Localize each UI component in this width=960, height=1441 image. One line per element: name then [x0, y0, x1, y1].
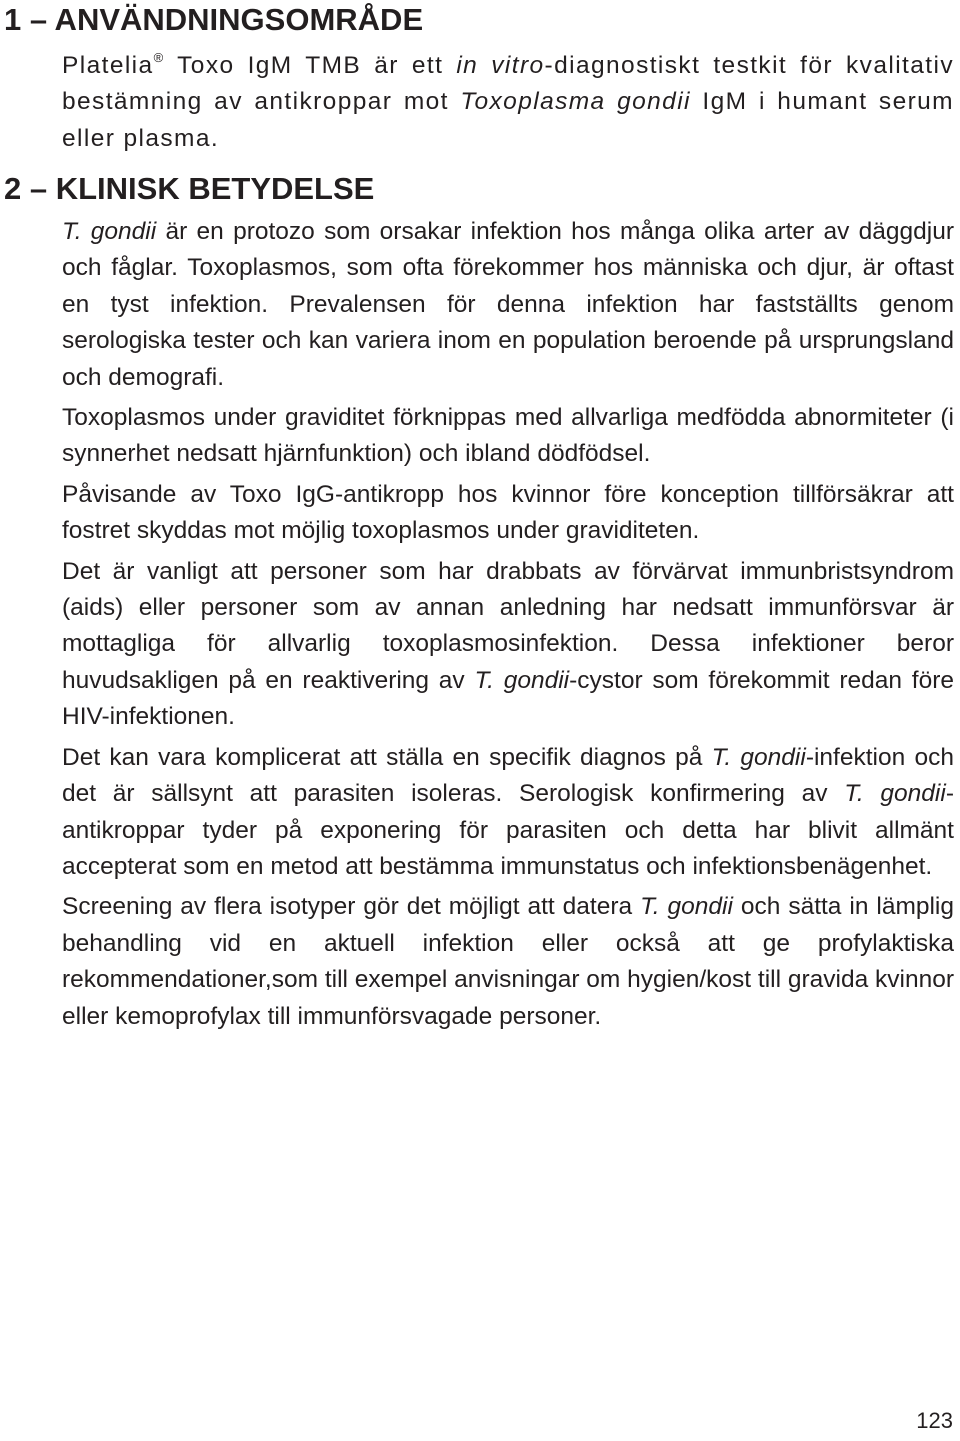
- paragraph-text: -antikroppar tyder på exponering för parasiten och detta har blivit allmänt accepterat som en metod att bestämma immunstatus och infektionsbenägenhet.: [62, 780, 954, 880]
- paragraph-aids: [62, 554, 954, 736]
- paragraph-text: och sätta in lämplig behandling vid en aktuell infektion eller också att ge profylaktiska rekommendationer,som till exempel anvisningar om hygien/kost till gravida kvinnor eller kemoprofylax till immunförsvagade personer.: [62, 893, 954, 1030]
- registered-mark: ®: [153, 50, 165, 65]
- italic-term: in vitro: [456, 52, 545, 79]
- paragraph-text: Toxo IgM TMB är ett: [164, 52, 457, 79]
- paragraph-text: Det är vanligt att personer som har drabbats av förvärvat immunbristsyndrom (aids) eller personer som av annan anledning har nedsatt immunförsvar är mottagliga för allvarlig toxoplasmosinfektion. Dessa infektioner beror huvudsakligen på en reaktivering av: [62, 557, 954, 694]
- paragraph-text: -infektion och det är sällsynt att parasiten isoleras. Serologisk konfirmering av: [62, 743, 954, 808]
- paragraph-text: är en protozo som orsakar infektion hos många olika arter av däggdjur och fåglar. Toxoplasmos, som ofta förekommer hos människa och djur, är oftast en tyst infektion. Prevalensen för denna infektion har fastställts genom serologiska tester och kan variera inom en population beroende på ursprungsland och demografi.: [62, 218, 954, 391]
- paragraph-text: IgM i humant serum eller plasma.: [62, 88, 954, 152]
- section-clinical-significance-body: [62, 214, 954, 1035]
- page-number: 123: [916, 1408, 953, 1433]
- paragraph-pregnancy: Toxoplasmos under graviditet förknippas med allvarliga medfödda abnormiteter (i synnerhet nedsatt hjärnfunktion) och ibland dödfödsel.: [62, 404, 954, 468]
- italic-term: T. gondii: [844, 780, 946, 808]
- italic-term: T. gondii: [62, 218, 157, 245]
- paragraph-screening: [62, 889, 954, 1035]
- paragraph-igg-detection: Påvisande av Toxo IgG-antikropp hos kvinnor före konception tillförsäkrar att fostret skyddas mot möjlig toxoplasmos under graviditeten.: [62, 480, 954, 545]
- paragraph-protozo: [62, 214, 954, 396]
- paragraph-intended-use: [62, 48, 954, 157]
- product-name-text: Platelia: [62, 52, 154, 79]
- section-heading-intended-use: 1 – ANVÄNDNINGSOMRÅDE: [4, 2, 424, 37]
- italic-term: T. gondii: [711, 743, 806, 771]
- paragraph-text: -diagnostiskt testkit för kvalitativ bestämning av antikroppar mot: [62, 52, 954, 116]
- paragraph-text: Det kan vara komplicerat att ställa en specifik diagnos på: [62, 743, 712, 771]
- paragraph-text: -cystor som förekommit redan före HIV-infektionen.: [62, 666, 954, 731]
- paragraph-text: Screening av flera isotyper gör det möjligt att datera: [62, 893, 641, 921]
- section-intended-use-body: [62, 48, 954, 157]
- section-heading-clinical-significance: 2 – KLINISK BETYDELSE: [4, 171, 375, 206]
- italic-term: Toxoplasma gondii: [460, 88, 691, 116]
- italic-term: T. gondii: [640, 893, 733, 921]
- italic-term: T. gondii: [474, 666, 570, 694]
- paragraph-diagnosis: [62, 740, 954, 886]
